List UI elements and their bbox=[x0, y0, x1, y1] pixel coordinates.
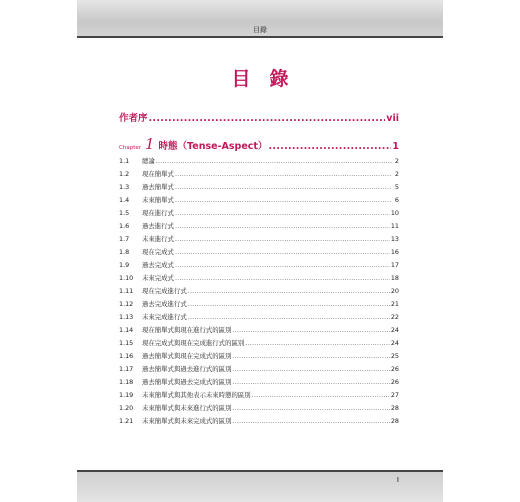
toc-entry[interactable] bbox=[119, 338, 399, 351]
toc-list bbox=[119, 156, 399, 429]
toc-entry[interactable] bbox=[119, 364, 399, 377]
entry-title: 過去簡單式與過去完成式的區別 bbox=[142, 378, 232, 386]
chapter-number: 1 bbox=[145, 135, 155, 153]
entry-number: 1.20 bbox=[119, 404, 134, 412]
entry-title: 現在簡單式與現在進行式的區別 bbox=[142, 326, 232, 334]
dot-leader bbox=[175, 248, 390, 256]
entry-title: 未來簡單式與未來進行式的區別 bbox=[142, 404, 232, 412]
dot-leader bbox=[232, 417, 389, 425]
entry-title: 過去簡單式 bbox=[142, 183, 174, 191]
dot-leader bbox=[245, 339, 390, 347]
chapter-word: Chapter bbox=[119, 145, 141, 151]
entry-number: 1.6 bbox=[119, 222, 130, 230]
entry-page: 28 bbox=[390, 417, 399, 425]
page-title: 目 錄 bbox=[231, 68, 289, 90]
entry-number: 1.7 bbox=[119, 235, 130, 243]
dot-leader bbox=[268, 141, 391, 152]
entry-page: 20 bbox=[390, 287, 399, 295]
entry-number: 1.21 bbox=[119, 417, 134, 425]
dot-leader bbox=[188, 313, 390, 321]
entry-number: 1.3 bbox=[119, 183, 130, 191]
dot-leader bbox=[232, 365, 389, 373]
entry-number: 1.16 bbox=[119, 352, 134, 360]
toc-chapter-entry[interactable] bbox=[119, 135, 399, 153]
dot-leader bbox=[149, 113, 386, 124]
entry-number: 1.11 bbox=[119, 287, 134, 295]
dot-leader bbox=[175, 183, 392, 191]
chapter-title: 時態（Tense-Aspect） bbox=[158, 141, 268, 152]
toc-entry[interactable] bbox=[119, 182, 399, 195]
entry-page: 26 bbox=[390, 365, 399, 373]
toc-entry[interactable] bbox=[119, 312, 399, 325]
toc-entry[interactable] bbox=[119, 169, 399, 182]
entry-page: 5 bbox=[394, 183, 399, 191]
toc-entry[interactable] bbox=[119, 351, 399, 364]
entry-number: 1.10 bbox=[119, 274, 134, 282]
entry-number: 1.8 bbox=[119, 248, 130, 256]
entry-title: 現在簡單式 bbox=[142, 170, 174, 178]
entry-page: 25 bbox=[390, 352, 399, 360]
entry-page: 18 bbox=[390, 274, 399, 282]
preface-page: vii bbox=[386, 113, 399, 124]
toc-entry[interactable] bbox=[119, 286, 399, 299]
dot-leader bbox=[175, 274, 390, 282]
entry-page: 2 bbox=[394, 157, 399, 165]
entry-title: 現在進行式 bbox=[142, 209, 174, 217]
toc-preface-entry[interactable] bbox=[119, 110, 399, 124]
dot-leader bbox=[175, 170, 392, 178]
entry-number: 1.19 bbox=[119, 391, 134, 399]
entry-page: 24 bbox=[390, 326, 399, 334]
entry-page: 6 bbox=[394, 196, 399, 204]
entry-title: 未來完成式 bbox=[142, 274, 174, 282]
entry-page: 26 bbox=[390, 378, 399, 386]
entry-number: 1.17 bbox=[119, 365, 134, 373]
dot-leader bbox=[175, 209, 390, 217]
dot-leader bbox=[175, 261, 390, 269]
entry-page: 13 bbox=[390, 235, 399, 243]
book-page bbox=[77, 0, 443, 500]
entry-page: 24 bbox=[390, 339, 399, 347]
entry-title: 過去簡單式與過去進行式的區別 bbox=[142, 365, 232, 373]
entry-page: 11 bbox=[390, 222, 399, 230]
entry-number: 1.2 bbox=[119, 170, 130, 178]
dot-leader bbox=[175, 222, 390, 230]
chapter-page: 1 bbox=[392, 141, 399, 152]
entry-number: 1.9 bbox=[119, 261, 130, 269]
entry-number: 1.14 bbox=[119, 326, 134, 334]
entry-page: 22 bbox=[390, 313, 399, 321]
entry-page: 27 bbox=[390, 391, 399, 399]
toc-entry[interactable] bbox=[119, 377, 399, 390]
entry-title: 現在完成進行式 bbox=[142, 287, 187, 295]
toc-entry[interactable] bbox=[119, 234, 399, 247]
running-header: 目錄 bbox=[253, 26, 267, 34]
toc-entry[interactable] bbox=[119, 208, 399, 221]
entry-number: 1.12 bbox=[119, 300, 134, 308]
entry-title: 現在完成式與現在完成進行式的區別 bbox=[142, 339, 245, 347]
dot-leader bbox=[175, 196, 392, 204]
entry-number: 1.4 bbox=[119, 196, 130, 204]
dot-leader bbox=[156, 157, 392, 165]
toc-entry[interactable] bbox=[119, 273, 399, 286]
entry-number: 1.1 bbox=[119, 157, 130, 165]
footer-bar bbox=[77, 470, 443, 502]
entry-title: 未來簡單式 bbox=[142, 196, 174, 204]
entry-number: 1.15 bbox=[119, 339, 134, 347]
entry-page: 17 bbox=[390, 261, 399, 269]
entry-title: 未來進行式 bbox=[142, 235, 174, 243]
page-number: I bbox=[396, 476, 399, 484]
entry-page: 28 bbox=[390, 404, 399, 412]
toc-entry[interactable] bbox=[119, 325, 399, 338]
dot-leader bbox=[175, 235, 390, 243]
entry-title: 過去完成進行式 bbox=[142, 300, 187, 308]
entry-number: 1.13 bbox=[119, 313, 134, 321]
dot-leader bbox=[232, 352, 389, 360]
entry-page: 2 bbox=[394, 170, 399, 178]
toc-entry[interactable] bbox=[119, 299, 399, 312]
entry-page: 21 bbox=[390, 300, 399, 308]
entry-number: 1.18 bbox=[119, 378, 134, 386]
preface-label: 作者序 bbox=[119, 113, 148, 124]
entry-title: 現在完成式 bbox=[142, 248, 174, 256]
entry-title: 未來簡單式與未來完成式的區別 bbox=[142, 417, 232, 425]
entry-title: 未來簡單式與其他表示未來時態的區別 bbox=[142, 391, 251, 399]
dot-leader bbox=[252, 391, 390, 399]
entry-title: 未來完成進行式 bbox=[142, 313, 187, 321]
toc-entry[interactable] bbox=[119, 403, 399, 416]
toc-entry[interactable] bbox=[119, 247, 399, 260]
dot-leader bbox=[232, 378, 389, 386]
toc-entry[interactable] bbox=[119, 221, 399, 234]
entry-number: 1.5 bbox=[119, 209, 130, 217]
toc-entry[interactable] bbox=[119, 260, 399, 273]
entry-page: 16 bbox=[390, 248, 399, 256]
dot-leader bbox=[232, 326, 389, 334]
toc-entry[interactable] bbox=[119, 195, 399, 208]
entry-page: 10 bbox=[390, 209, 399, 217]
entry-title: 總論 bbox=[142, 157, 155, 165]
dot-leader bbox=[188, 287, 390, 295]
entry-title: 過去簡單式與現在完成式的區別 bbox=[142, 352, 232, 360]
entry-title: 過去完成式 bbox=[142, 261, 174, 269]
entry-title: 過去進行式 bbox=[142, 222, 174, 230]
toc-entry[interactable] bbox=[119, 156, 399, 169]
toc-entry[interactable] bbox=[119, 390, 399, 403]
dot-leader bbox=[232, 404, 389, 412]
dot-leader bbox=[188, 300, 390, 308]
toc-entry[interactable] bbox=[119, 416, 399, 429]
